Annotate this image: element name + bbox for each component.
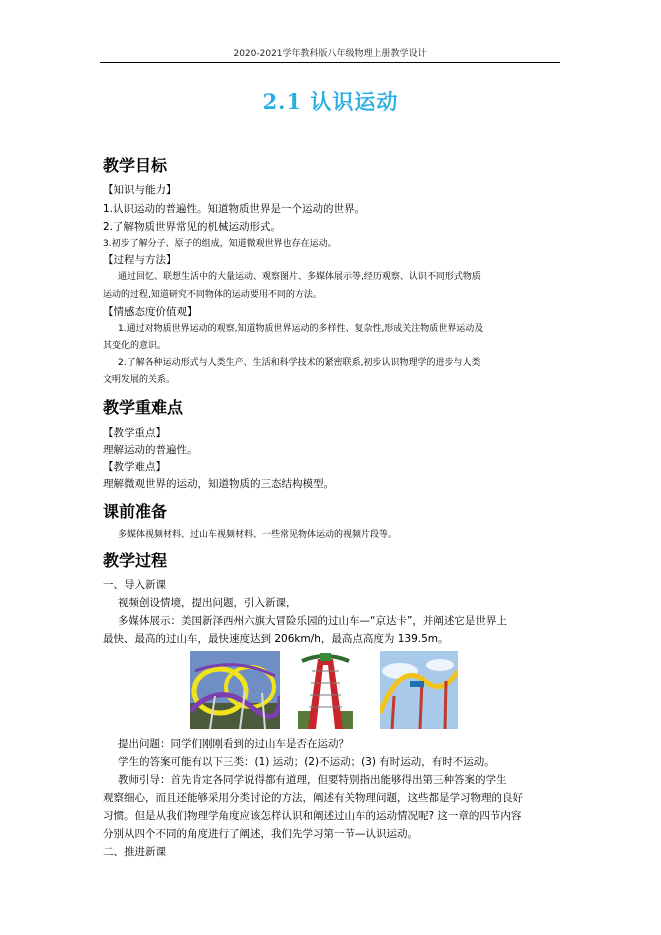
process-line-2: 运动的过程,知道研究不同物体的运动要用不同的方法。: [103, 290, 322, 300]
focus-label: 【教学重点】: [103, 427, 166, 439]
emotion-line-4: 文明发展的关系。: [103, 375, 176, 385]
guidance-line-4: 分别从四个不同的角度进行了阐述，我们先学习第一节—认识运动。: [103, 828, 418, 840]
answers-line: 学生的答案可能有以下三类：(1) 运动；(2)不运动；(3) 有时运动，有时不运动。: [118, 756, 495, 768]
guidance-line-2: 观察细心，而且还能够采用分类讨论的方法，阐述有关物理问题，这些都是学习物理的良好: [103, 792, 523, 804]
knowledge-item-1: 1.认识运动的普遍性。知道物质世界是一个运动的世界。: [103, 203, 366, 215]
knowledge-label: 【知识与能力】: [103, 184, 177, 196]
part2-heading: 二、推进新课: [103, 846, 166, 858]
section-heading-preparation: 课前准备: [103, 502, 168, 521]
focus-text: 理解运动的普遍性。: [103, 444, 198, 456]
emotion-line-3: 2.了解各种运动形式与人类生产、生活和科学技术的紧密联系,初步认识物理学的进步与人类: [118, 358, 481, 368]
intro-line-2: 多媒体展示：美国新泽西州六旗大冒险乐园的过山车—“京达卡”，并阐述它是世界上: [118, 615, 507, 627]
process-label: 【过程与方法】: [103, 254, 177, 266]
difficulty-text: 理解微观世界的运动，知道物质的三态结构模型。: [103, 478, 334, 490]
section-heading-key-points: 教学重难点: [103, 398, 184, 417]
intro-line-1: 视频创设情境，提出问题，引入新课，: [118, 597, 297, 609]
knowledge-item-2: 2.了解物质世界常见的机械运动形式。: [103, 221, 282, 233]
emotion-line-2: 其变化的意识。: [103, 341, 167, 351]
process-line-1: 通过回忆、联想生活中的大量运动、观察图片、多媒体展示等,经历观察、认识不同形式物质: [118, 272, 481, 282]
roller-coaster-photo-2: [298, 651, 353, 729]
guidance-line-3: 习惯。但是从我们物理学角度应该怎样认识和阐述过山车的运动情况呢? 这一章的四节内容: [103, 810, 522, 822]
difficulty-label: 【教学难点】: [103, 461, 166, 473]
emotion-label: 【情感态度价值观】: [103, 306, 198, 318]
roller-coaster-photo-1: [190, 651, 280, 729]
guidance-line-1: 教师引导：首先肯定各同学说得都有道理，但要特别指出能够得出第三种答案的学生: [118, 774, 507, 786]
section-heading-goals: 教学目标: [103, 156, 168, 175]
section-heading-process: 教学过程: [103, 551, 168, 570]
question-line: 提出问题：同学们刚刚看到的过山车是否在运动？: [118, 738, 349, 750]
knowledge-item-3: 3.初步了解分子、原子的组成，知道微观世界也存在运动。: [103, 239, 337, 249]
part1-heading: 一、导入新课: [103, 579, 166, 591]
emotion-line-1: 1.通过对物质世界运动的观察,知道物质世界运动的多样性、复杂性,形成关注物质世界运动及: [118, 324, 484, 334]
running-header: 2020-2021学年教科版八年级物理上册教学设计: [100, 48, 560, 63]
roller-coaster-photo-3: [380, 651, 458, 729]
preparation-text: 多媒体视频材料、过山车视频材料、一些常见物体运动的视频片段等。: [118, 530, 398, 540]
intro-line-3: 最快、最高的过山车，最快速度达到 206km/h，最高点高度为 139.5m。: [103, 633, 449, 645]
page-title: 2.1 认识运动: [262, 89, 399, 114]
